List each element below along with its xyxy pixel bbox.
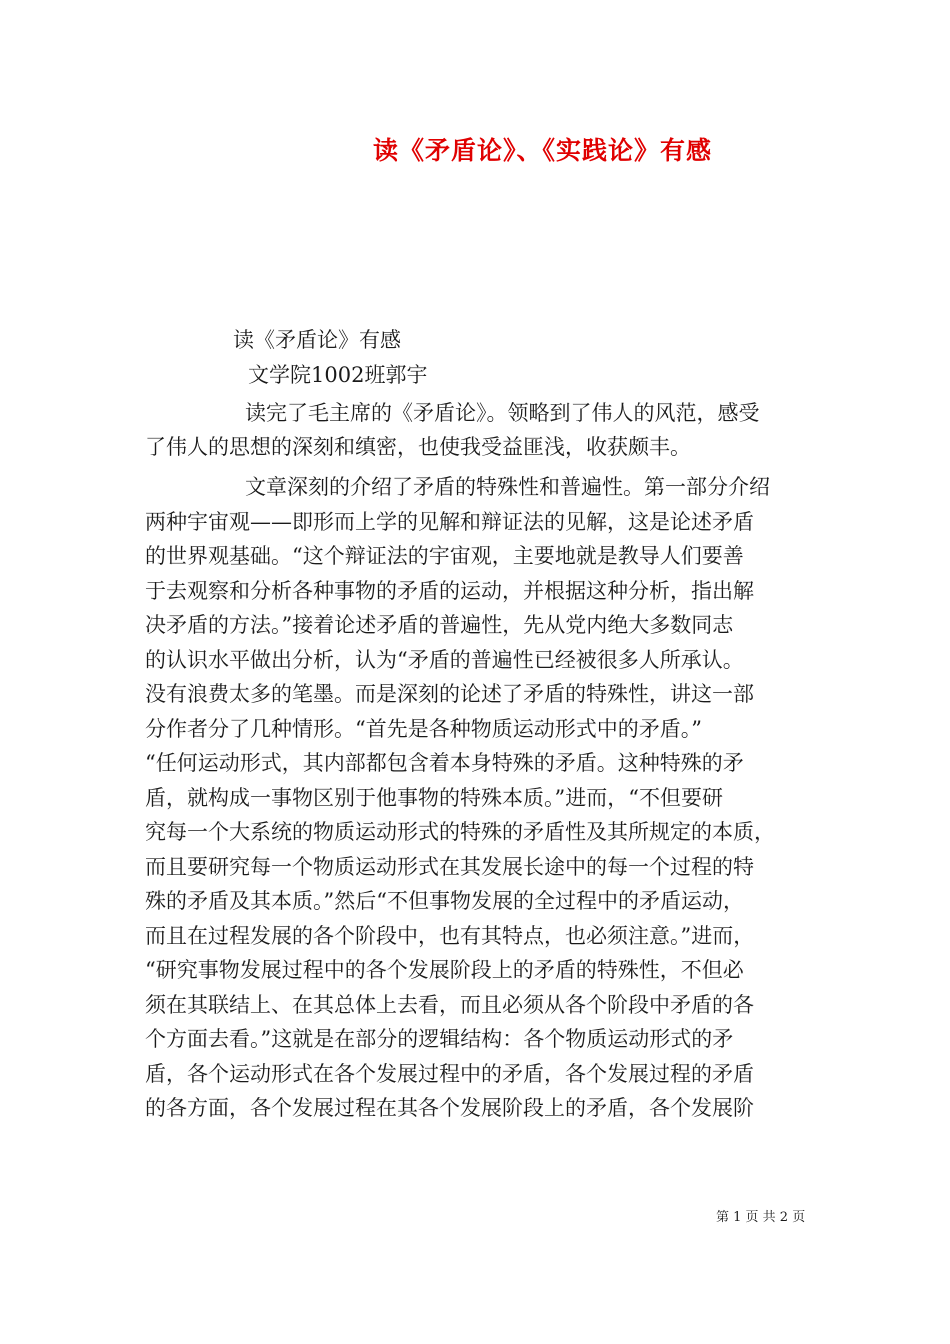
essay-subtitle: 读《矛盾论》有感	[233, 328, 401, 352]
body-line: 两种宇宙观——即形而上学的见解和辩证法的见解，这是论述矛盾	[145, 510, 754, 534]
body-line: 的认识水平做出分析，认为“矛盾的普遍性已经被很多人所承认。	[145, 648, 744, 672]
body-line: 了伟人的思想的深刻和缜密，也使我受益匪浅，收获颇丰。	[145, 435, 691, 459]
body-line: 决矛盾的方法。”接着论述矛盾的普遍性，先从党内绝大多数同志	[145, 613, 734, 637]
document-title: 读《矛盾论》、《实践论》有感	[373, 136, 713, 165]
body-line: 盾，各个运动形式在各个发展过程中的矛盾，各个发展过程的矛盾	[145, 1062, 754, 1086]
body-line: 读完了毛主席的《矛盾论》。领略到了伟人的风范，感受	[245, 401, 760, 425]
body-line: 须在其联结上、在其总体上去看，而且必须从各个阶段中矛盾的各	[145, 993, 754, 1017]
body-line: 而且要研究每一个物质运动形式在其发展长途中的每一个过程的特	[145, 855, 754, 879]
body-line: 盾，就构成一事物区别于他事物的特殊本质。”进而，“不但要研	[145, 786, 723, 810]
body-line: 没有浪费太多的笔墨。而是深刻的论述了矛盾的特殊性，讲这一部	[145, 682, 754, 706]
essay-author: 文学院1002班郭宇	[248, 363, 428, 387]
body-line: “任何运动形式，其内部都包含着本身特殊的矛盾。这种特殊的矛	[145, 751, 744, 775]
body-line: “研究事物发展过程中的各个发展阶段上的矛盾的特殊性，不但必	[145, 958, 744, 982]
body-line: 的各方面，各个发展过程在其各个发展阶段上的矛盾，各个发展阶	[145, 1096, 754, 1120]
body-line: 而且在过程发展的各个阶段中，也有其特点，也必须注意。”进而，	[145, 924, 755, 948]
body-line: 分作者分了几种情形。“首先是各种物质运动形式中的矛盾。”	[145, 717, 702, 741]
body-line: 究每一个大系统的物质运动形式的特殊的矛盾性及其所规定的本质，	[145, 820, 775, 844]
page-number-footer: 第 1 页 共 2 页	[716, 1210, 806, 1225]
body-line: 于去观察和分析各种事物的矛盾的运动，并根据这种分析，指出解	[145, 579, 754, 603]
body-line: 殊的矛盾及其本质。”然后“不但事物发展的全过程中的矛盾运动，	[145, 889, 744, 913]
body-line: 的世界观基础。“这个辩证法的宇宙观，主要地就是教导人们要善	[145, 544, 744, 568]
body-line: 文章深刻的介绍了矛盾的特殊性和普遍性。第一部分介绍	[245, 475, 770, 499]
body-line: 个方面去看。”这就是在部分的逻辑结构：各个物质运动形式的矛	[145, 1027, 734, 1051]
